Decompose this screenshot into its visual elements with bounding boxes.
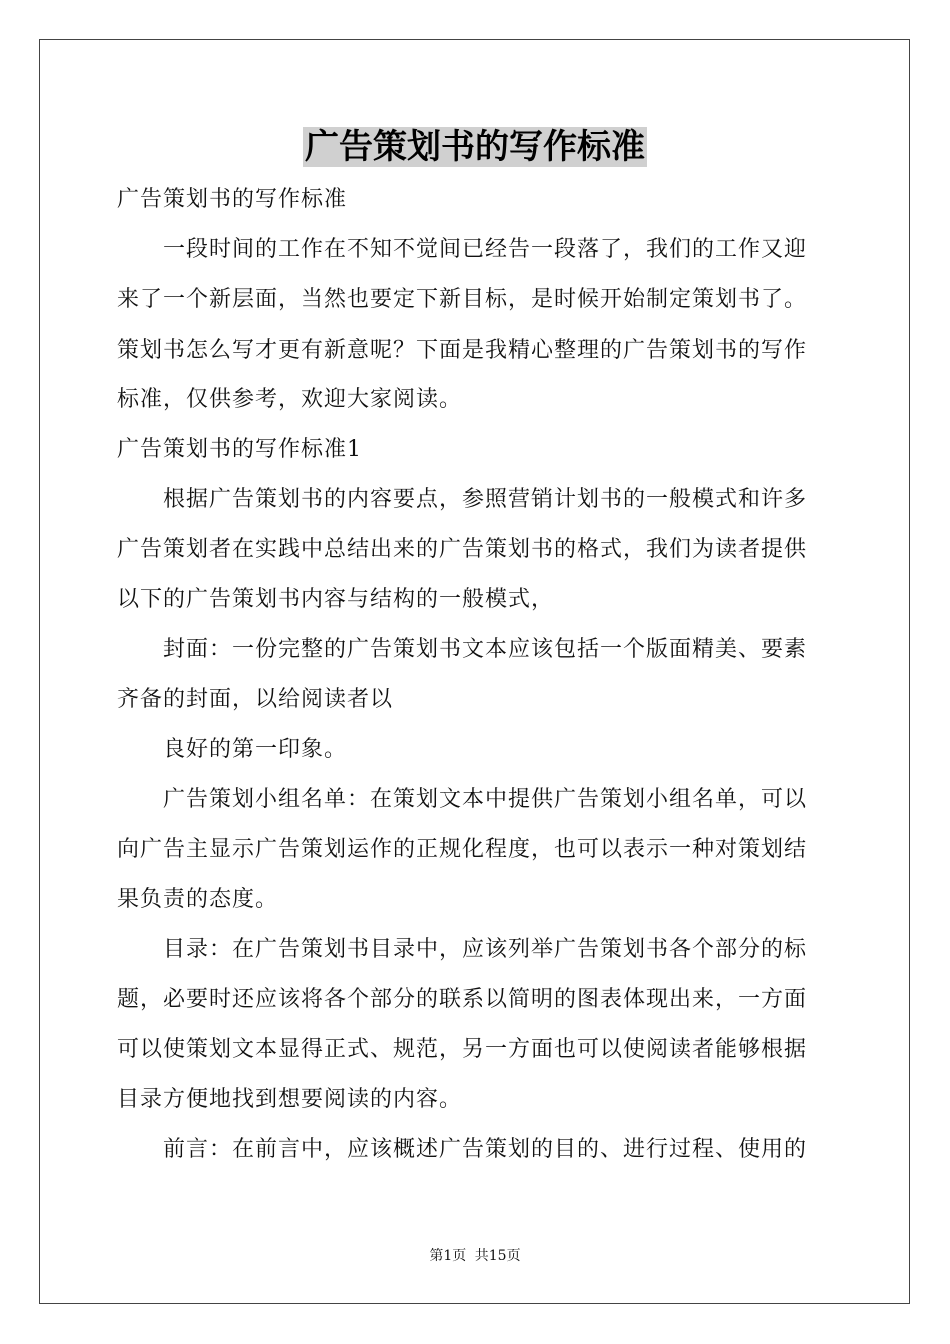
paragraph-line: 封面：一份完整的广告策划书文本应该包括一个版面精美、要素 [163,637,808,662]
page-number: 第1页 [429,1248,467,1264]
paragraph-line: 来了一个新层面，当然也要定下新目标，是时候开始制定策划书了。 [117,287,808,312]
paragraph-line: 良好的第一印象。 [163,737,348,762]
paragraph-line: 前言：在前言中，应该概述广告策划的目的、进行过程、使用的 [163,1137,808,1162]
paragraph-line: 可以使策划文本显得正式、规范，另一方面也可以使阅读者能够根据 [117,1037,808,1062]
paragraph-line: 一段时间的工作在不知不觉间已经告一段落了，我们的工作又迎 [163,237,808,262]
page-footer [0,1245,950,1265]
section-heading: 广告策划书的写作标准1 [117,437,362,462]
paragraph-line: 题，必要时还应该将各个部分的联系以简明的图表体现出来，一方面 [117,987,808,1012]
subtitle-line: 广告策划书的写作标准 [117,187,348,212]
paragraph-line: 根据广告策划书的内容要点，参照营销计划书的一般模式和许多 [163,487,808,512]
paragraph-line: 策划书怎么写才更有新意呢？下面是我精心整理的广告策划书的写作 [117,338,808,363]
paragraph-line: 果负责的态度。 [117,887,279,912]
paragraph-line: 标准，仅供参考，欢迎大家阅读。 [117,387,463,412]
document-title: 广告策划书的写作标准 [305,127,645,167]
paragraph-line: 目录：在广告策划书目录中，应该列举广告策划书各个部分的标 [163,937,808,962]
paragraph-line: 以下的广告策划书内容与结构的一般模式， [117,587,555,612]
paragraph-line: 广告策划小组名单：在策划文本中提供广告策划小组名单，可以 [163,787,808,812]
paragraph-line: 齐备的封面，以给阅读者以 [117,687,394,712]
paragraph-line: 目录方便地找到想要阅读的内容。 [117,1087,463,1112]
paragraph-line: 广告策划者在实践中总结出来的广告策划书的格式，我们为读者提供 [117,537,808,562]
page-total: 共15页 [474,1248,521,1264]
paragraph-line: 向广告主显示广告策划运作的正规化程度，也可以表示一种对策划结 [117,837,808,862]
